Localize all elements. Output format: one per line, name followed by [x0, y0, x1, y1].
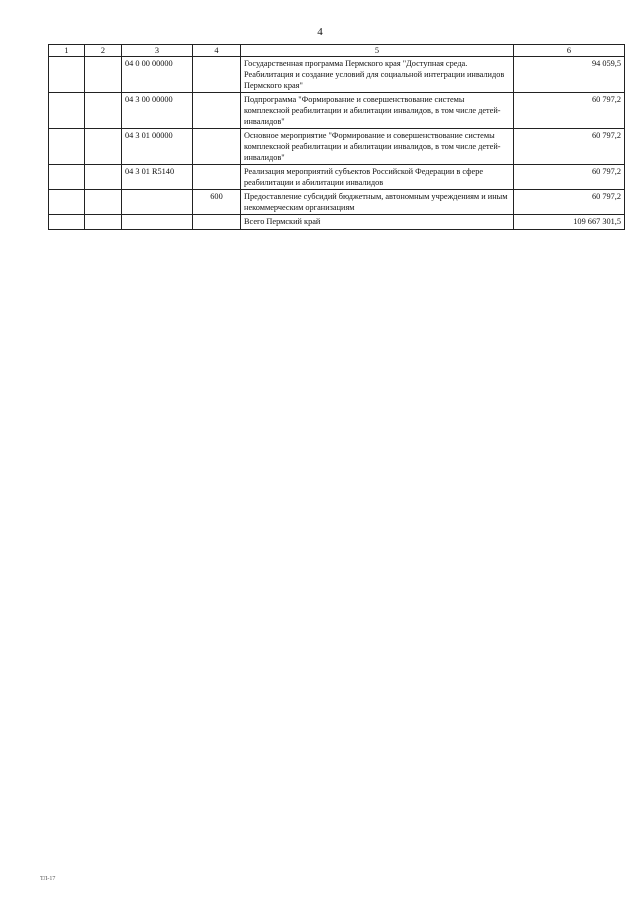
table-row [49, 129, 625, 165]
cell-col1 [49, 93, 85, 129]
cell-col2 [85, 165, 122, 190]
footer-mark: ТЛ-17 [40, 876, 56, 882]
cell-amount: 94 059,5 [514, 57, 625, 93]
header-row [49, 45, 625, 57]
header-col-1: 1 [49, 45, 85, 57]
cell-code: 04 3 01 00000 [122, 129, 193, 165]
cell-name: Подпрограмма "Формирование и совершенствование системы комплексной реабилитации и абилитации инвалидов, в том числе детей-инвалидов" [241, 93, 514, 129]
header-col-4: 4 [193, 45, 241, 57]
table-row [49, 93, 625, 129]
cell-vr [193, 129, 241, 165]
cell-amount: 60 797,2 [514, 190, 625, 215]
cell-vr [193, 215, 241, 230]
cell-name: Реализация мероприятий субъектов Российской Федерации в сфере реабилитации и абилитации инвалидов [241, 165, 514, 190]
cell-code: 04 3 00 00000 [122, 93, 193, 129]
total-label: Всего Пермский край [241, 215, 514, 230]
table-row [49, 57, 625, 93]
cell-code: 04 3 01 R5140 [122, 165, 193, 190]
cell-col1 [49, 215, 85, 230]
cell-col2 [85, 190, 122, 215]
cell-amount: 60 797,2 [514, 165, 625, 190]
cell-code: 04 0 00 00000 [122, 57, 193, 93]
page-number: 4 [317, 26, 323, 38]
cell-code [122, 190, 193, 215]
cell-vr: 600 [193, 190, 241, 215]
cell-col1 [49, 165, 85, 190]
total-amount: 109 667 301,5 [514, 215, 625, 230]
header-col-2: 2 [85, 45, 122, 57]
cell-code [122, 215, 193, 230]
header-col-3: 3 [122, 45, 193, 57]
cell-amount: 60 797,2 [514, 129, 625, 165]
cell-col1 [49, 57, 85, 93]
cell-col1 [49, 190, 85, 215]
cell-vr [193, 165, 241, 190]
cell-col2 [85, 57, 122, 93]
table-row [49, 190, 625, 215]
budget-table [48, 44, 625, 230]
cell-name: Основное мероприятие "Формирование и совершенствование системы комплексной реабилитации и абилитации инвалидов, в том числе детей-инвалидов" [241, 129, 514, 165]
cell-name: Предоставление субсидий бюджетным, автономным учреждениям и иным некоммерческим организациям [241, 190, 514, 215]
cell-col2 [85, 129, 122, 165]
cell-amount: 60 797,2 [514, 93, 625, 129]
table-row [49, 165, 625, 190]
header-col-6: 6 [514, 45, 625, 57]
cell-col1 [49, 129, 85, 165]
cell-vr [193, 57, 241, 93]
header-col-5: 5 [241, 45, 514, 57]
cell-col2 [85, 93, 122, 129]
cell-name: Государственная программа Пермского края "Доступная среда. Реабилитация и создание условий для социальной интеграции инвалидов Пермского края" [241, 57, 514, 93]
total-row [49, 215, 625, 230]
cell-col2 [85, 215, 122, 230]
cell-vr [193, 93, 241, 129]
